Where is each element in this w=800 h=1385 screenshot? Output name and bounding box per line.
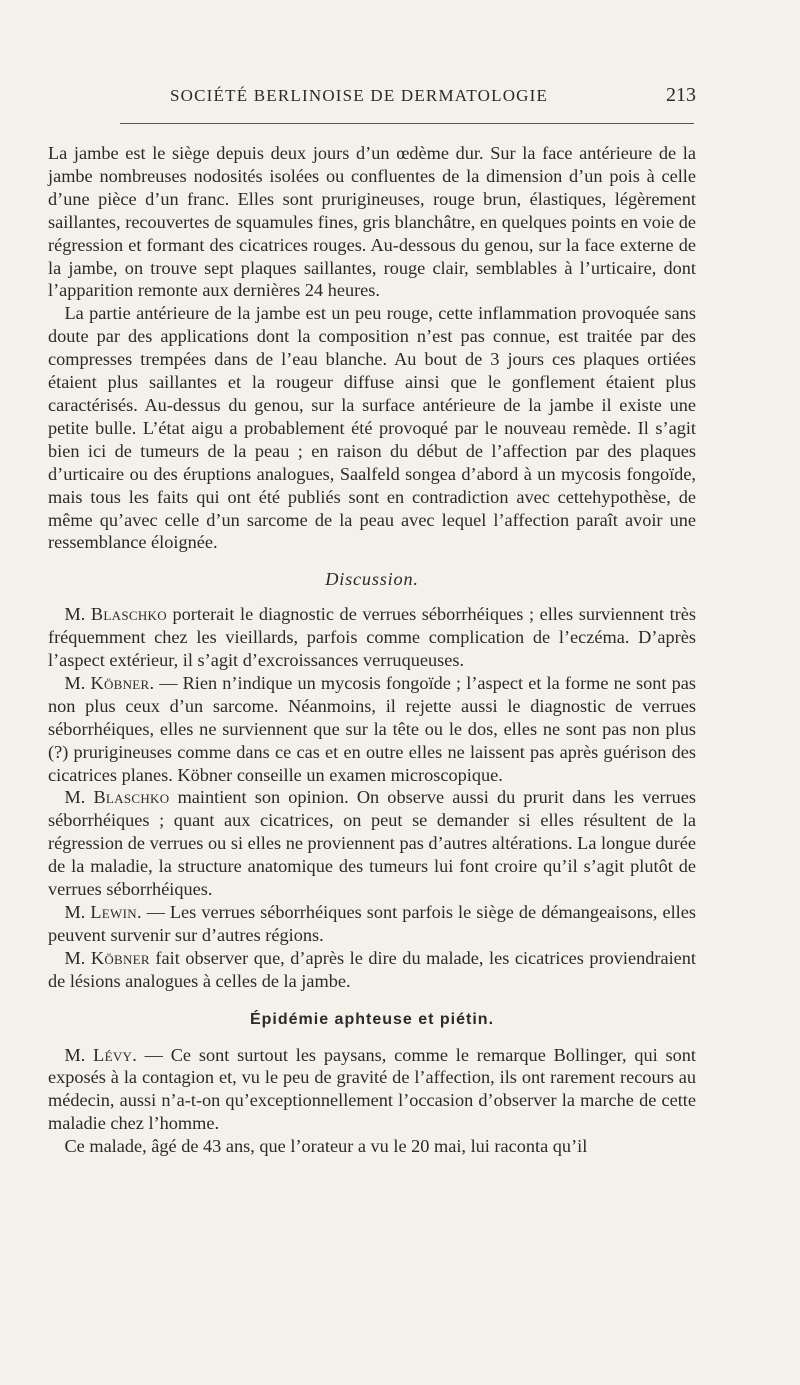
discussion-paragraph-4 (48, 901, 696, 947)
paragraph-2: La partie antérieure de la jambe est un peu rouge, cette inflammation provoquée sans doute par des applications dont la composition n’est pas connue, est traitée par des compresses trempées dans de l’eau blanche. Au bout de 3 jours ces plaques ortiées étaient plus saillantes et la rougeur diffuse ainsi que le gonflement étaient plus caractérisés. Au-dessus du genou, sur la surface antérieure de la jambe il existe une petite bulle. L’état aigu a probablement été provoqué par le nouveau remède. Il s’agit bien ici de tumeurs de la peau ; en raison du début de l’affection par des plaques d’urticaire ou des éruptions analogues, Saalfeld songea d’abord à un mycosis fongoïde, mais tous les faits qui ont été publiés sont en contradiction avec cettehypothèse, de même qu’avec celle d’un sarcome de la peau avec lequel l’affection paraît avoir une ressemblance éloignée. (48, 303, 696, 553)
epidemie-paragraph-2: Ce malade, âgé de 43 ans, que l’orateur a vu le 20 mai, lui raconta qu’il (64, 1136, 588, 1157)
running-head (48, 84, 696, 114)
speaker-prefix: M. (64, 604, 91, 625)
body-text (48, 142, 696, 1158)
speaker-prefix: M. (64, 902, 91, 922)
header-rule (120, 123, 694, 124)
epidemie-heading (48, 1007, 696, 1032)
discussion-paragraph-5 (48, 947, 696, 993)
speaker-prefix: M. (64, 1044, 94, 1065)
speech-text: . — Rien n’indique un mycosis fongoïde ; l’aspect et la forme ne sont pas non plus ceux d’un sarcome. Néanmoins, il rejette aussi le diagnostic de verrues séborrhéiques, elles ne surviennent que sur la tête ou le dos, elles ne sont pas non plus (?) prurigineuses comme dans ce cas et en outre elles ne laissent pas après guérison des cicatrices planes. Köbner conseille un examen microscopique. (48, 672, 696, 785)
speaker-name: Blaschko (93, 787, 170, 808)
speech-text: . — Les verrues séborrhéiques sont parfois le siège de démangeaisons, elles peuvent survenir sur d’autres régions. (48, 902, 696, 945)
speaker-prefix: M. (64, 947, 91, 968)
speaker-prefix: M. (64, 672, 91, 693)
speech-text: porterait le diagnostic de verrues séborrhéiques ; elles surviennent très fréquemment chez les vieillards, parfois comme complication de l’eczéma. D’après l’aspect extérieur, il s’agit d’excroissances verruqueuses. (48, 604, 697, 671)
speech-text: fait observer que, d’après le dire du malade, les cicatrices proviendraient de lésions analogues à celles de la jambe. (48, 947, 696, 991)
speaker-name: Köbner (90, 672, 150, 693)
speaker-name: Köbner (90, 947, 150, 968)
discussion-heading-text: Discussion. (325, 569, 419, 590)
running-title: SOCIÉTÉ BERLINOISE DE DERMATOLOGIE (170, 86, 549, 105)
discussion-paragraph-1 (48, 603, 696, 672)
discussion-paragraph-3 (48, 786, 696, 901)
paragraph-1: La jambe est le siège depuis deux jours d’un œdème dur. Sur la face antérieure de la jambe nombreuses nodosités isolées ou confluentes de la dimension d’un pois à celle d’une pièce d’un franc. Elles sont prurigineuses, rouge brun, élastiques, légèrement saillantes, recouvertes de squamules fines, gris blanchâtre, en quelques points en voie de régression et formant des cicatrices rouges. Au-dessous du genou, sur la face externe de la jambe, on trouve sept plaques saillantes, rouge clair, semblables à l’urticaire, dont l’apparition remonte aux dernières 24 heures. (48, 143, 696, 301)
page-number: 213 (666, 84, 696, 106)
epidemie-paragraph-1 (48, 1044, 696, 1136)
epidemie-heading-text: Épidémie aphteuse et piétin. (249, 1010, 495, 1028)
discussion-paragraph-2 (48, 672, 696, 787)
speaker-name: Lévy (93, 1044, 133, 1065)
speaker-prefix: M. (64, 787, 94, 808)
speech-text: maintient son opinion. On observe aussi du prurit dans les verrues séborrhéiques ; quant aux cicatrices, on peut se demander si elles résultent de la régression de verrues ou si elles ne proviennent pas d’autres altérations. La longue durée de la maladie, la structure anatomique des tumeurs lui font croire qu’il s’agit plutôt de verrues séborrhéiques. (48, 787, 696, 900)
discussion-heading (48, 568, 696, 591)
speech-text: . — Ce sont surtout les paysans, comme le remarque Bollinger, qui sont exposés à la contagion et, vu le peu de gravité de l’affection, ils ont rarement recours au médecin, aussi n’a-t-on qu’exceptionnellement l’occasion d’observer la marche de cette maladie chez l’homme. (48, 1044, 696, 1134)
speaker-name: Blaschko (90, 604, 167, 625)
speaker-name: Lewin (90, 902, 137, 922)
